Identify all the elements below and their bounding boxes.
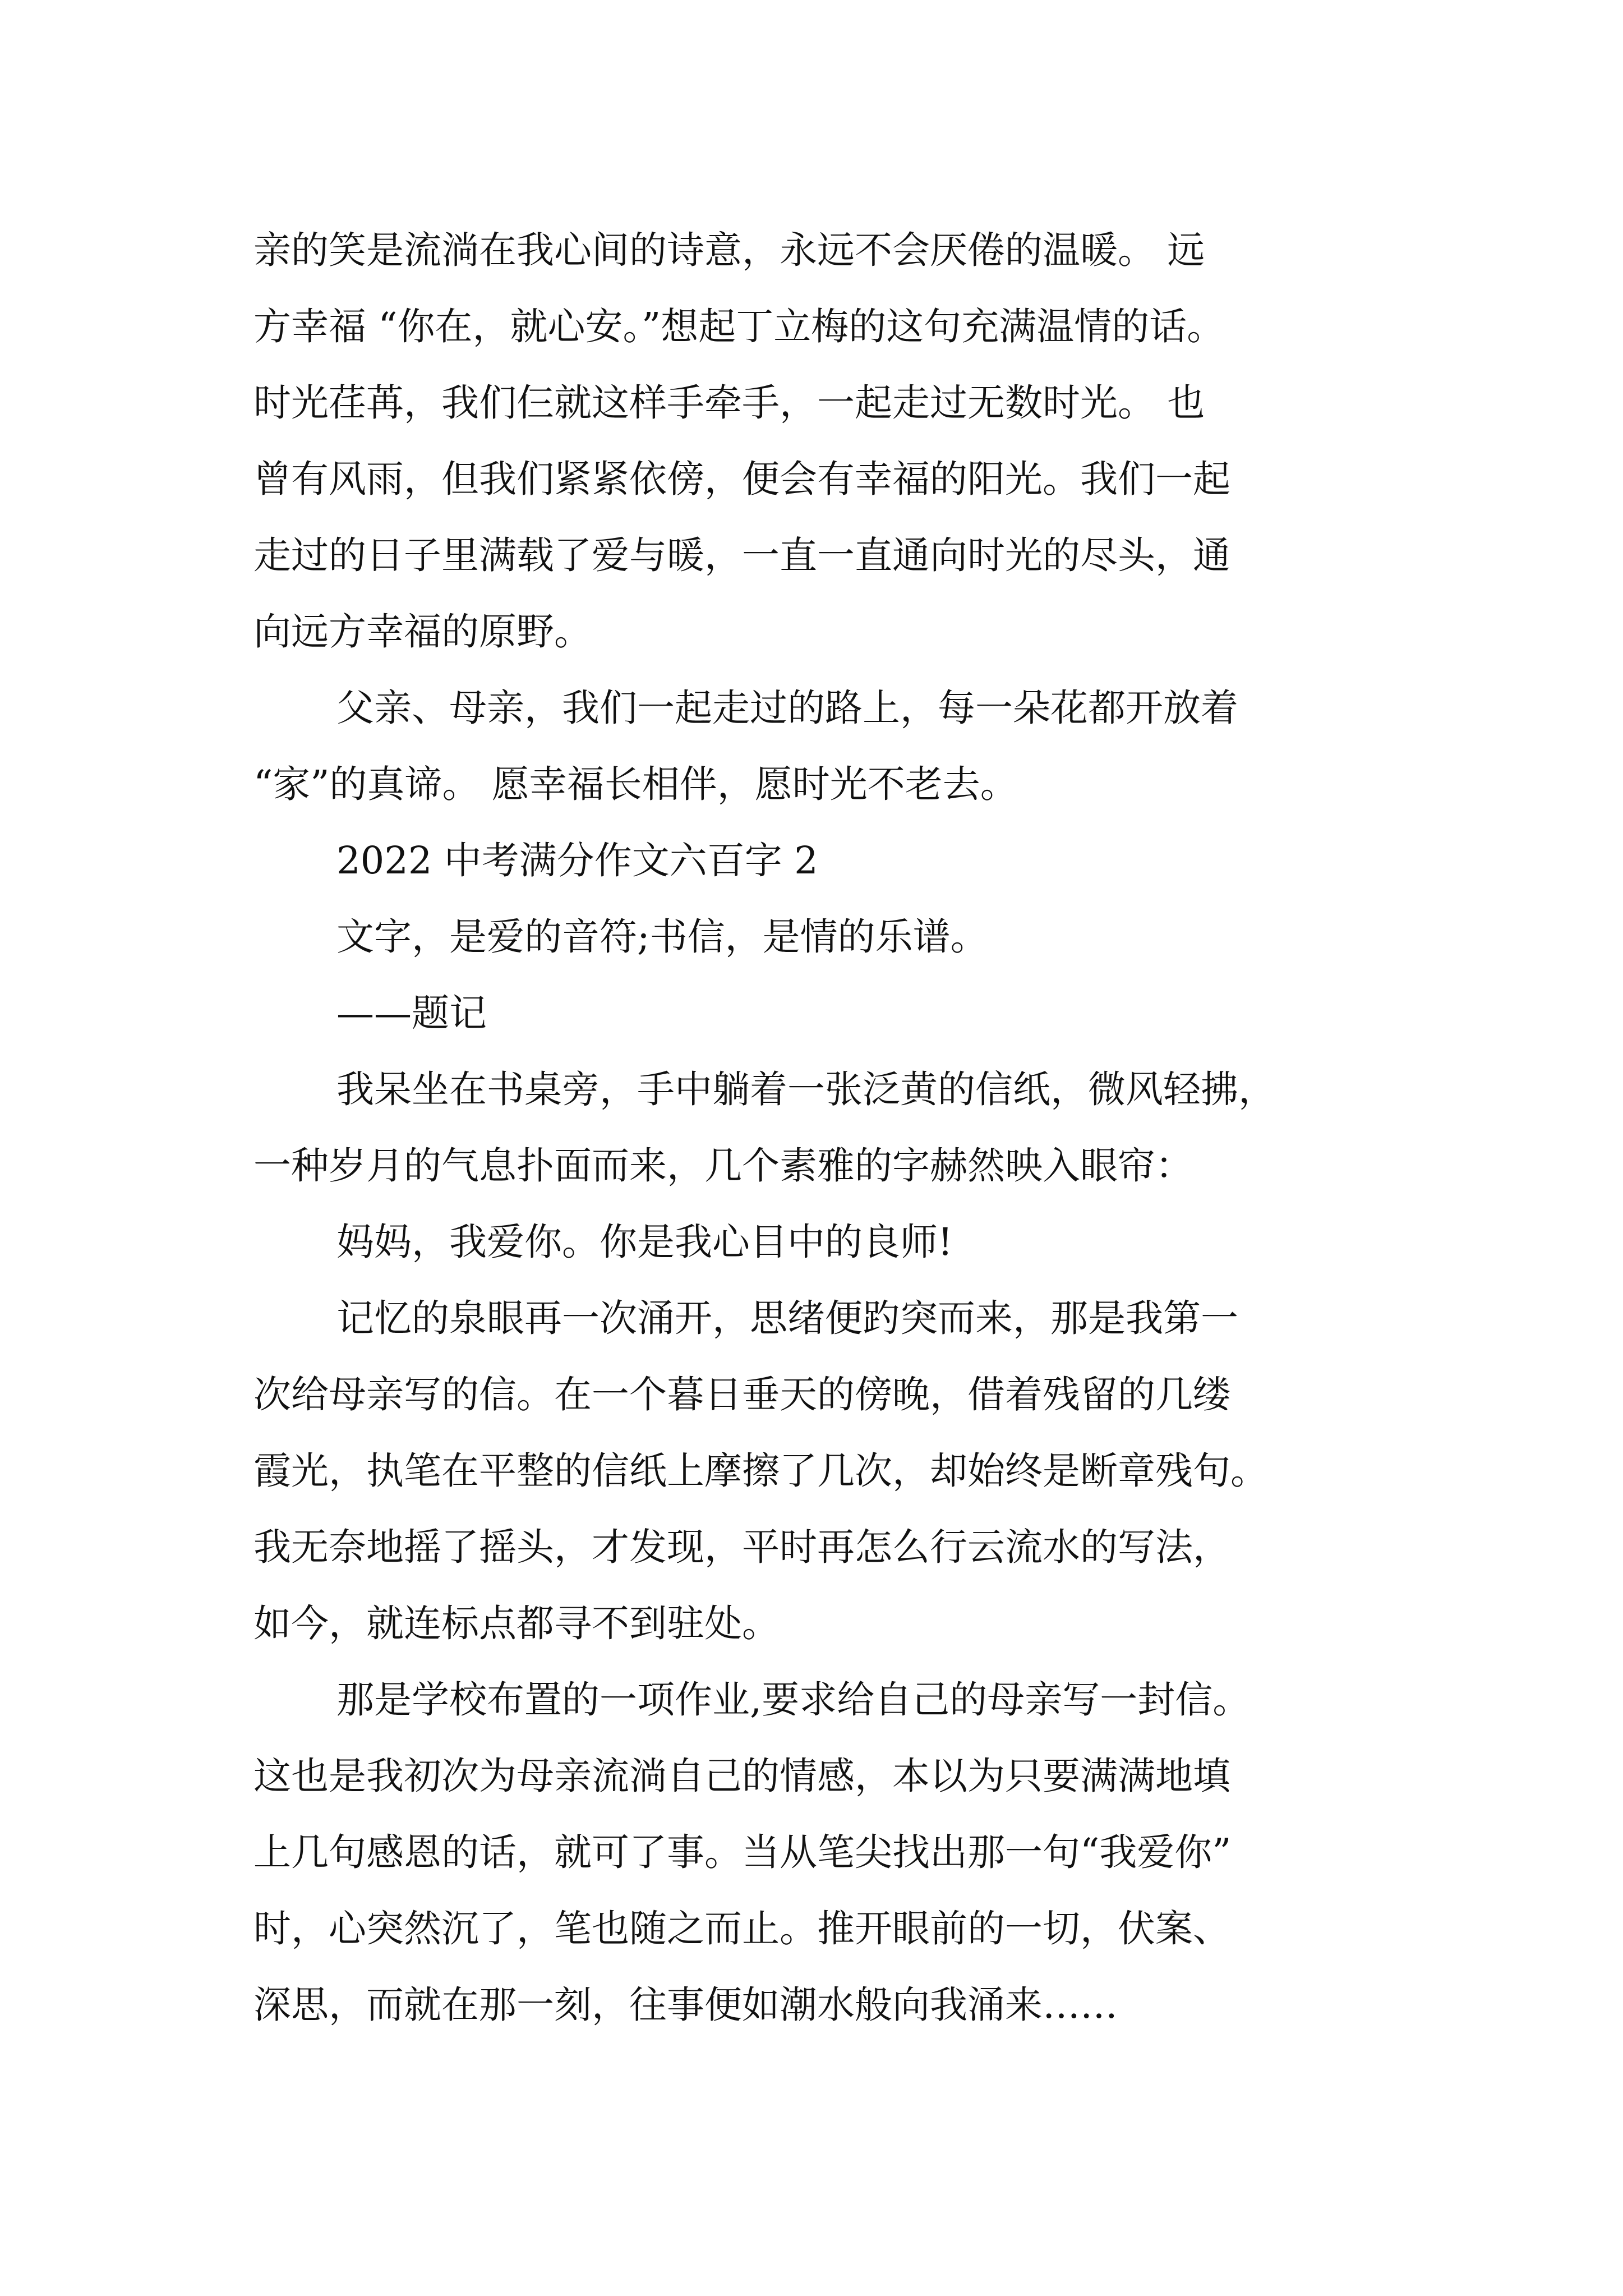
text-line: 记忆的泉眼再一次涌开，思绪便趵突而来，那是我第一 xyxy=(336,1296,1238,1340)
paragraph-4 xyxy=(253,1204,1409,1280)
text-line: 次给母亲写的信。在一个暮日垂天的傍晚，借着残留的几缕 xyxy=(253,1373,1230,1416)
paragraph-2 xyxy=(253,670,1409,822)
text-line: 我无奈地摇了摇头，才发现，平时再怎么行云流水的写法， xyxy=(253,1525,1230,1569)
text-line: 这也是我初次为母亲流淌自己的情感，本以为只要满满地填 xyxy=(253,1754,1230,1798)
text-line: 文字，是爱的音符;书信，是情的乐谱。 xyxy=(336,915,988,959)
text-line: 上几句感恩的话，就可了事。当从笔尖找出那一句“我爱你” xyxy=(253,1830,1232,1874)
text-line: 我呆坐在书桌旁，手中躺着一张泛黄的信纸，微风轻拂， xyxy=(336,1068,1276,1111)
paragraph-5 xyxy=(253,1280,1409,1662)
document-body xyxy=(253,212,1409,2043)
text-line: 走过的日子里满载了爱与暖，一直一直通向时光的尽头，通 xyxy=(253,533,1230,577)
text-line: 时，心突然沉了，笔也随之而止。推开眼前的一切，伏案、 xyxy=(253,1907,1230,1950)
text-line: ——题记 xyxy=(336,991,487,1035)
paragraph-3 xyxy=(253,1051,1409,1204)
text-line: 霞光，执笔在平整的信纸上摩擦了几次，却始终是断章残句。 xyxy=(253,1449,1268,1493)
epigraph-attribution xyxy=(253,975,1409,1051)
text-line: 曾有风雨，但我们紧紧依傍，便会有幸福的阳光。我们一起 xyxy=(253,457,1230,501)
text-line: 深思，而就在那一刻，往事便如潮水般向我涌来…… xyxy=(253,1983,1118,2027)
text-line: 如今，就连标点都寻不到驻处。 xyxy=(253,1602,780,1645)
text-line: 时光荏苒，我们仨就这样手牵手，一起走过无数时光。 也 xyxy=(253,381,1205,425)
text-line: 妈妈，我爱你。你是我心目中的良师! xyxy=(336,1220,953,1264)
epigraph xyxy=(253,899,1409,975)
text-line: 亲的笑是流淌在我心间的诗意，永远不会厌倦的温暖。 远 xyxy=(253,228,1205,272)
paragraph-6 xyxy=(253,1662,1409,2043)
paragraph-1 xyxy=(253,212,1409,670)
text-line: 那是学校布置的一项作业,要求给自己的母亲写一封信。 xyxy=(336,1678,1251,1722)
section-heading xyxy=(253,822,1409,899)
text-line: 父亲、母亲，我们一起走过的路上，每一朵花都开放着 xyxy=(336,686,1238,730)
text-line: 2022 中考满分作文六百字 2 xyxy=(336,839,818,882)
text-line: 向远方幸福的原野。 xyxy=(253,610,592,654)
text-line: “家”的真谛。 愿幸福长相伴，愿时光不老去。 xyxy=(253,762,1018,806)
text-line: 一种岁月的气息扑面而来，几个素雅的字赫然映入眼帘： xyxy=(253,1144,1193,1188)
text-line: 方幸福 “你在，就心安。”想起丁立梅的这句充满温情的话。 xyxy=(253,305,1225,348)
